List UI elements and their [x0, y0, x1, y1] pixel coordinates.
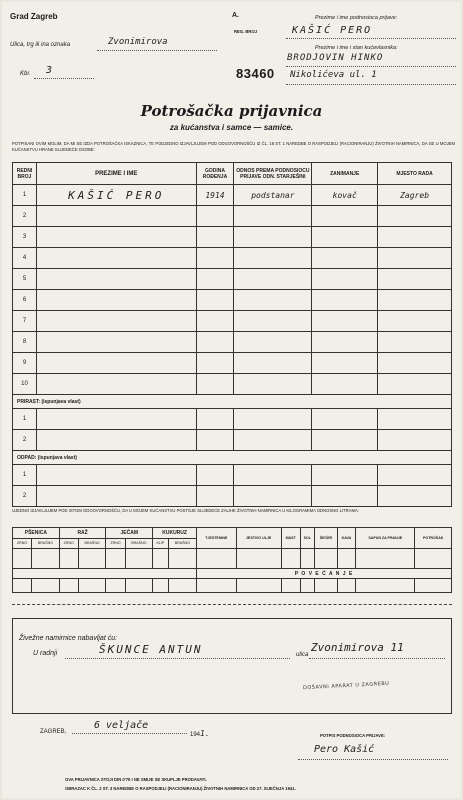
prirast-label: PRIRAST: (ispunjava vlast) [13, 395, 452, 409]
person-name[interactable] [36, 206, 196, 227]
occupation[interactable] [312, 206, 378, 227]
stock-value-cell[interactable] [337, 549, 355, 569]
table-cell[interactable] [312, 409, 378, 430]
table-cell[interactable] [234, 430, 312, 451]
date-value[interactable]: 6 veljače [94, 720, 149, 731]
occupation[interactable]: kovač [312, 185, 378, 206]
address-value[interactable]: Zvonimirova [108, 37, 168, 47]
stock-sub-header: ZRNO [13, 538, 32, 549]
stock-item-header: ŠEĆER [315, 528, 338, 549]
work-place[interactable] [378, 227, 452, 248]
stock-value-cell[interactable] [78, 549, 106, 569]
stock-item-header: POTROŠAK [415, 528, 452, 549]
stock-item-header: SAPUN ZA PRANJE [356, 528, 415, 549]
work-place[interactable] [378, 269, 452, 290]
stock-sub-header: BRAŠNO [125, 538, 153, 549]
stock-sub-header: KLIP [153, 538, 168, 549]
stock-value-cell[interactable] [300, 549, 314, 569]
birth-year[interactable] [196, 332, 234, 353]
form-number: 83460 [236, 66, 275, 81]
stock-value-cell[interactable] [281, 549, 300, 569]
regulation-note: OBRAZAC K ČL. 2 ST. 3 NAREDBE O RASPODJELI (RACIONIRANJU) ŽIVOTNIH NAMIRNICA OD 27. SIJEČNJA 1941. [65, 786, 296, 791]
relation[interactable] [234, 248, 312, 269]
stock-value-cell[interactable] [153, 549, 168, 569]
table-cell[interactable] [36, 465, 196, 486]
row-number: 4 [13, 248, 37, 269]
kbr-value[interactable]: 3 [46, 65, 53, 76]
table-row [13, 374, 452, 395]
table-row [13, 248, 452, 269]
table-cell[interactable] [36, 430, 196, 451]
person-name[interactable] [36, 227, 196, 248]
stock-sub-header: BRAŠNO [168, 538, 196, 549]
col-header-num: REDNI BROJ [13, 163, 37, 185]
occupation[interactable] [312, 332, 378, 353]
relation[interactable] [234, 353, 312, 374]
stock-group-header: JEČAM [106, 528, 153, 539]
table-cell[interactable] [234, 465, 312, 486]
stock-empty-band [13, 569, 197, 579]
table-cell[interactable] [312, 430, 378, 451]
table-cell[interactable] [378, 465, 452, 486]
relation[interactable] [234, 332, 312, 353]
form-page [2, 2, 461, 798]
table-row [13, 227, 452, 248]
birth-year[interactable] [196, 248, 234, 269]
stock-value-cell[interactable] [315, 579, 338, 593]
stock-sub-header: ZRNO [106, 538, 125, 549]
row-number: 3 [13, 227, 37, 248]
year-prefix: 194 [190, 732, 201, 738]
table-cell[interactable] [196, 486, 234, 507]
shop-value[interactable]: ŠKUNCE ANTUN [99, 643, 203, 656]
stock-value-cell[interactable] [315, 549, 338, 569]
table-row [13, 353, 452, 374]
row-number: 5 [13, 269, 37, 290]
birth-year[interactable] [196, 206, 234, 227]
stock-value-cell[interactable] [78, 579, 106, 593]
col-header-place: MJESTO RADA [378, 163, 452, 185]
table-cell[interactable] [312, 486, 378, 507]
work-place[interactable] [378, 248, 452, 269]
work-place[interactable] [378, 311, 452, 332]
table-row [13, 290, 452, 311]
stock-item-header: MAST [281, 528, 300, 549]
stock-value-cell[interactable] [125, 579, 153, 593]
city-label: Grad Zagreb [10, 12, 58, 21]
row-number: 10 [13, 374, 37, 395]
table-row [13, 465, 452, 486]
year-label [190, 729, 210, 738]
occupation[interactable] [312, 374, 378, 395]
relation[interactable] [234, 311, 312, 332]
table-cell[interactable] [234, 486, 312, 507]
stock-value-cell[interactable] [415, 579, 452, 593]
relation[interactable] [234, 374, 312, 395]
occupation[interactable] [312, 290, 378, 311]
stock-item-header: JESTIVO ULJE [236, 528, 281, 549]
landlord-value[interactable]: BRODJOVIN HINKO [287, 53, 384, 63]
occupation[interactable] [312, 311, 378, 332]
stock-sub-header: BRAŠNO [32, 538, 60, 549]
kbr-underline [34, 78, 94, 79]
cut-line [12, 604, 452, 605]
stock-value-cell[interactable] [356, 579, 415, 593]
stock-group-header: PŠENICA [13, 528, 60, 539]
row-number: 2 [13, 486, 37, 507]
stock-value-cell[interactable] [106, 549, 125, 569]
birth-year[interactable] [196, 269, 234, 290]
stock-sub-header: ZRNO [59, 538, 78, 549]
person-name[interactable] [36, 332, 196, 353]
person-name[interactable] [36, 290, 196, 311]
stock-value-cell[interactable] [197, 579, 237, 593]
stock-group-header: RAŽ [59, 528, 106, 539]
street-value[interactable]: Zvonimirova 11 [311, 641, 404, 654]
stock-value-cell[interactable] [32, 579, 60, 593]
table-row [13, 185, 452, 206]
row-number: 2 [13, 206, 37, 227]
stock-sub-header: BRAŠNO [78, 538, 106, 549]
signature-underline [298, 759, 448, 760]
table-cell[interactable] [378, 486, 452, 507]
stock-value-cell[interactable] [236, 549, 281, 569]
row-number: 1 [13, 465, 37, 486]
stock-value-cell[interactable] [59, 549, 78, 569]
work-place[interactable] [378, 374, 452, 395]
shop-underline [65, 658, 290, 659]
relation[interactable] [234, 269, 312, 290]
stock-value-cell[interactable] [13, 579, 32, 593]
col-header-relation: ODNOS PREMA PODNOSIOCU PRIJAVE ODN. STARJEŠINI [234, 163, 312, 185]
person-name[interactable] [36, 248, 196, 269]
relation[interactable] [234, 290, 312, 311]
stock-value-cell[interactable] [13, 549, 32, 569]
work-place[interactable] [378, 206, 452, 227]
landlord-address[interactable]: Nikolićeva ul. 1 [290, 70, 377, 80]
table-row [13, 269, 452, 290]
stock-value-cell[interactable] [106, 579, 125, 593]
col-header-year: GODINA ROĐENJA [196, 163, 234, 185]
povecanje-label: P O V E Ć A N J E [197, 569, 452, 579]
table-row [13, 206, 452, 227]
work-place[interactable] [378, 290, 452, 311]
kbr-label: Kbr. [20, 71, 31, 77]
table-row [13, 311, 452, 332]
form-title: Potrošačka prijavnica [140, 102, 323, 120]
work-place[interactable]: Zagreb [378, 185, 452, 206]
row-number: 8 [13, 332, 37, 353]
table-row [13, 409, 452, 430]
work-place[interactable] [378, 353, 452, 374]
table-cell[interactable] [196, 409, 234, 430]
table-cell[interactable] [234, 409, 312, 430]
col-header-name: PREZIME I IME [36, 163, 196, 185]
form-letter: A. [232, 12, 239, 19]
relation[interactable] [234, 206, 312, 227]
stock-item-header: SOL [300, 528, 314, 549]
table-row [13, 486, 452, 507]
stock-value-cell[interactable] [125, 549, 153, 569]
row-number: 9 [13, 353, 37, 374]
row-number: 1 [13, 409, 37, 430]
person-name[interactable] [36, 353, 196, 374]
occupation[interactable] [312, 353, 378, 374]
sign-label: POTPIS PODNOSIOCA PRIJAVE: [320, 733, 386, 738]
shop-stamp: DOŠAVNI APARAT U ZAGREBU [302, 680, 390, 692]
purchase-label: Živežne namirnice nabavljat ću: [19, 635, 118, 642]
stock-value-cell[interactable] [236, 579, 281, 593]
table-cell[interactable] [196, 465, 234, 486]
year-suffix[interactable]: 1. [200, 729, 210, 738]
stock-value-cell[interactable] [281, 579, 300, 593]
stock-value-cell[interactable] [197, 549, 237, 569]
birth-year[interactable]: 1914 [196, 185, 234, 206]
address-label: Ulica, trg ili ina oznaka [10, 42, 71, 48]
row-number: 6 [13, 290, 37, 311]
birth-year[interactable] [196, 311, 234, 332]
address-underline [97, 50, 217, 51]
row-number: 7 [13, 311, 37, 332]
price-note: OVA PRIJAVNICA STOJI DIN 0'75 I NE SMIJE SE SKUPLJE PRODAVATI. [65, 777, 207, 782]
stock-group-header: KUKURUZ [153, 528, 197, 539]
table-cell[interactable] [378, 430, 452, 451]
row-number: 2 [13, 430, 37, 451]
date-underline [72, 733, 187, 734]
relation[interactable]: podstanar [234, 185, 312, 206]
birth-year[interactable] [196, 374, 234, 395]
persons-table [12, 162, 452, 507]
landlord-label: Prezime i ime i stan kućevlasnika: [315, 45, 398, 51]
birth-year[interactable] [196, 227, 234, 248]
table-cell[interactable] [378, 409, 452, 430]
stock-value-cell[interactable] [168, 549, 196, 569]
purchase-box [12, 618, 452, 714]
street-underline [309, 658, 445, 659]
birth-year[interactable] [196, 290, 234, 311]
stock-table [12, 527, 452, 593]
table-row [13, 430, 452, 451]
odpad-label: ODPAD: (ispunjava vlast) [13, 451, 452, 465]
reg-label: REG. BROJ [234, 29, 258, 34]
person-name[interactable] [36, 311, 196, 332]
person-name[interactable] [36, 374, 196, 395]
landlord-address-underline [286, 84, 456, 85]
ulica-label: ulica [296, 652, 309, 658]
occupation[interactable] [312, 269, 378, 290]
table-row [13, 332, 452, 353]
place-label: ZAGREB, [40, 729, 67, 735]
stock-value-cell[interactable] [32, 549, 60, 569]
applicant-value[interactable]: KAŠIĆ PERO [292, 25, 373, 36]
work-place[interactable] [378, 332, 452, 353]
stock-value-cell[interactable] [337, 579, 355, 593]
stock-item-header: TJESTENINE [197, 528, 237, 549]
stock-value-cell[interactable] [59, 579, 78, 593]
applicant-label: Prezime i ime podnosioca prijave: [315, 15, 398, 21]
intro-text: POTPISANI OVIM MOLIM, DA MI SE IZDA POTROŠAČKA ISKAZNICA, TE PODJEDNO IZJAVLJUJEM POD ODGOVORNOŠĆU IZ ČL. 18 ST. 1 NAREDBE O RASPODJELI (RACIONIRANJU) ŽIVOTNIH NAMIRNICA, DA SE U MOJEM KUĆANSTVU HRANE SLIJEDEĆE OSOBE: [12, 141, 455, 152]
landlord-underline [286, 66, 456, 67]
person-name[interactable]: KAŠIĆ PERO [36, 185, 196, 206]
applicant-underline [286, 38, 456, 39]
stock-value-cell[interactable] [356, 549, 415, 569]
signature[interactable]: Pero Kašić [314, 744, 375, 755]
table-cell[interactable] [312, 465, 378, 486]
stock-text: UJEDNO IZJAVLJUJEM POD ISTOM ODGOVORNOŠĆU, DA U MOJEM KUĆANSTVU POSTOJE SLIJEDEĆE ZALIHE ŽIVOTNIH NAMIRNICA U KILOGRAMIMA ODNOSNO LITRAMA: [12, 508, 359, 513]
table-cell[interactable] [36, 409, 196, 430]
stock-value-cell[interactable] [415, 549, 452, 569]
stock-item-header: KAVA [337, 528, 355, 549]
relation[interactable] [234, 227, 312, 248]
table-cell[interactable] [196, 430, 234, 451]
birth-year[interactable] [196, 353, 234, 374]
form-subtitle: za kućanstva i samce — samice. [169, 123, 294, 132]
row-number: 1 [13, 185, 37, 206]
person-name[interactable] [36, 269, 196, 290]
occupation[interactable] [312, 227, 378, 248]
occupation[interactable] [312, 248, 378, 269]
col-header-occupation: ZANIMANJE [312, 163, 378, 185]
table-cell[interactable] [36, 486, 196, 507]
stock-value-cell[interactable] [300, 579, 314, 593]
stock-value-cell[interactable] [153, 579, 168, 593]
u-radnji-label: U radnji [33, 650, 58, 657]
stock-value-cell[interactable] [168, 579, 196, 593]
